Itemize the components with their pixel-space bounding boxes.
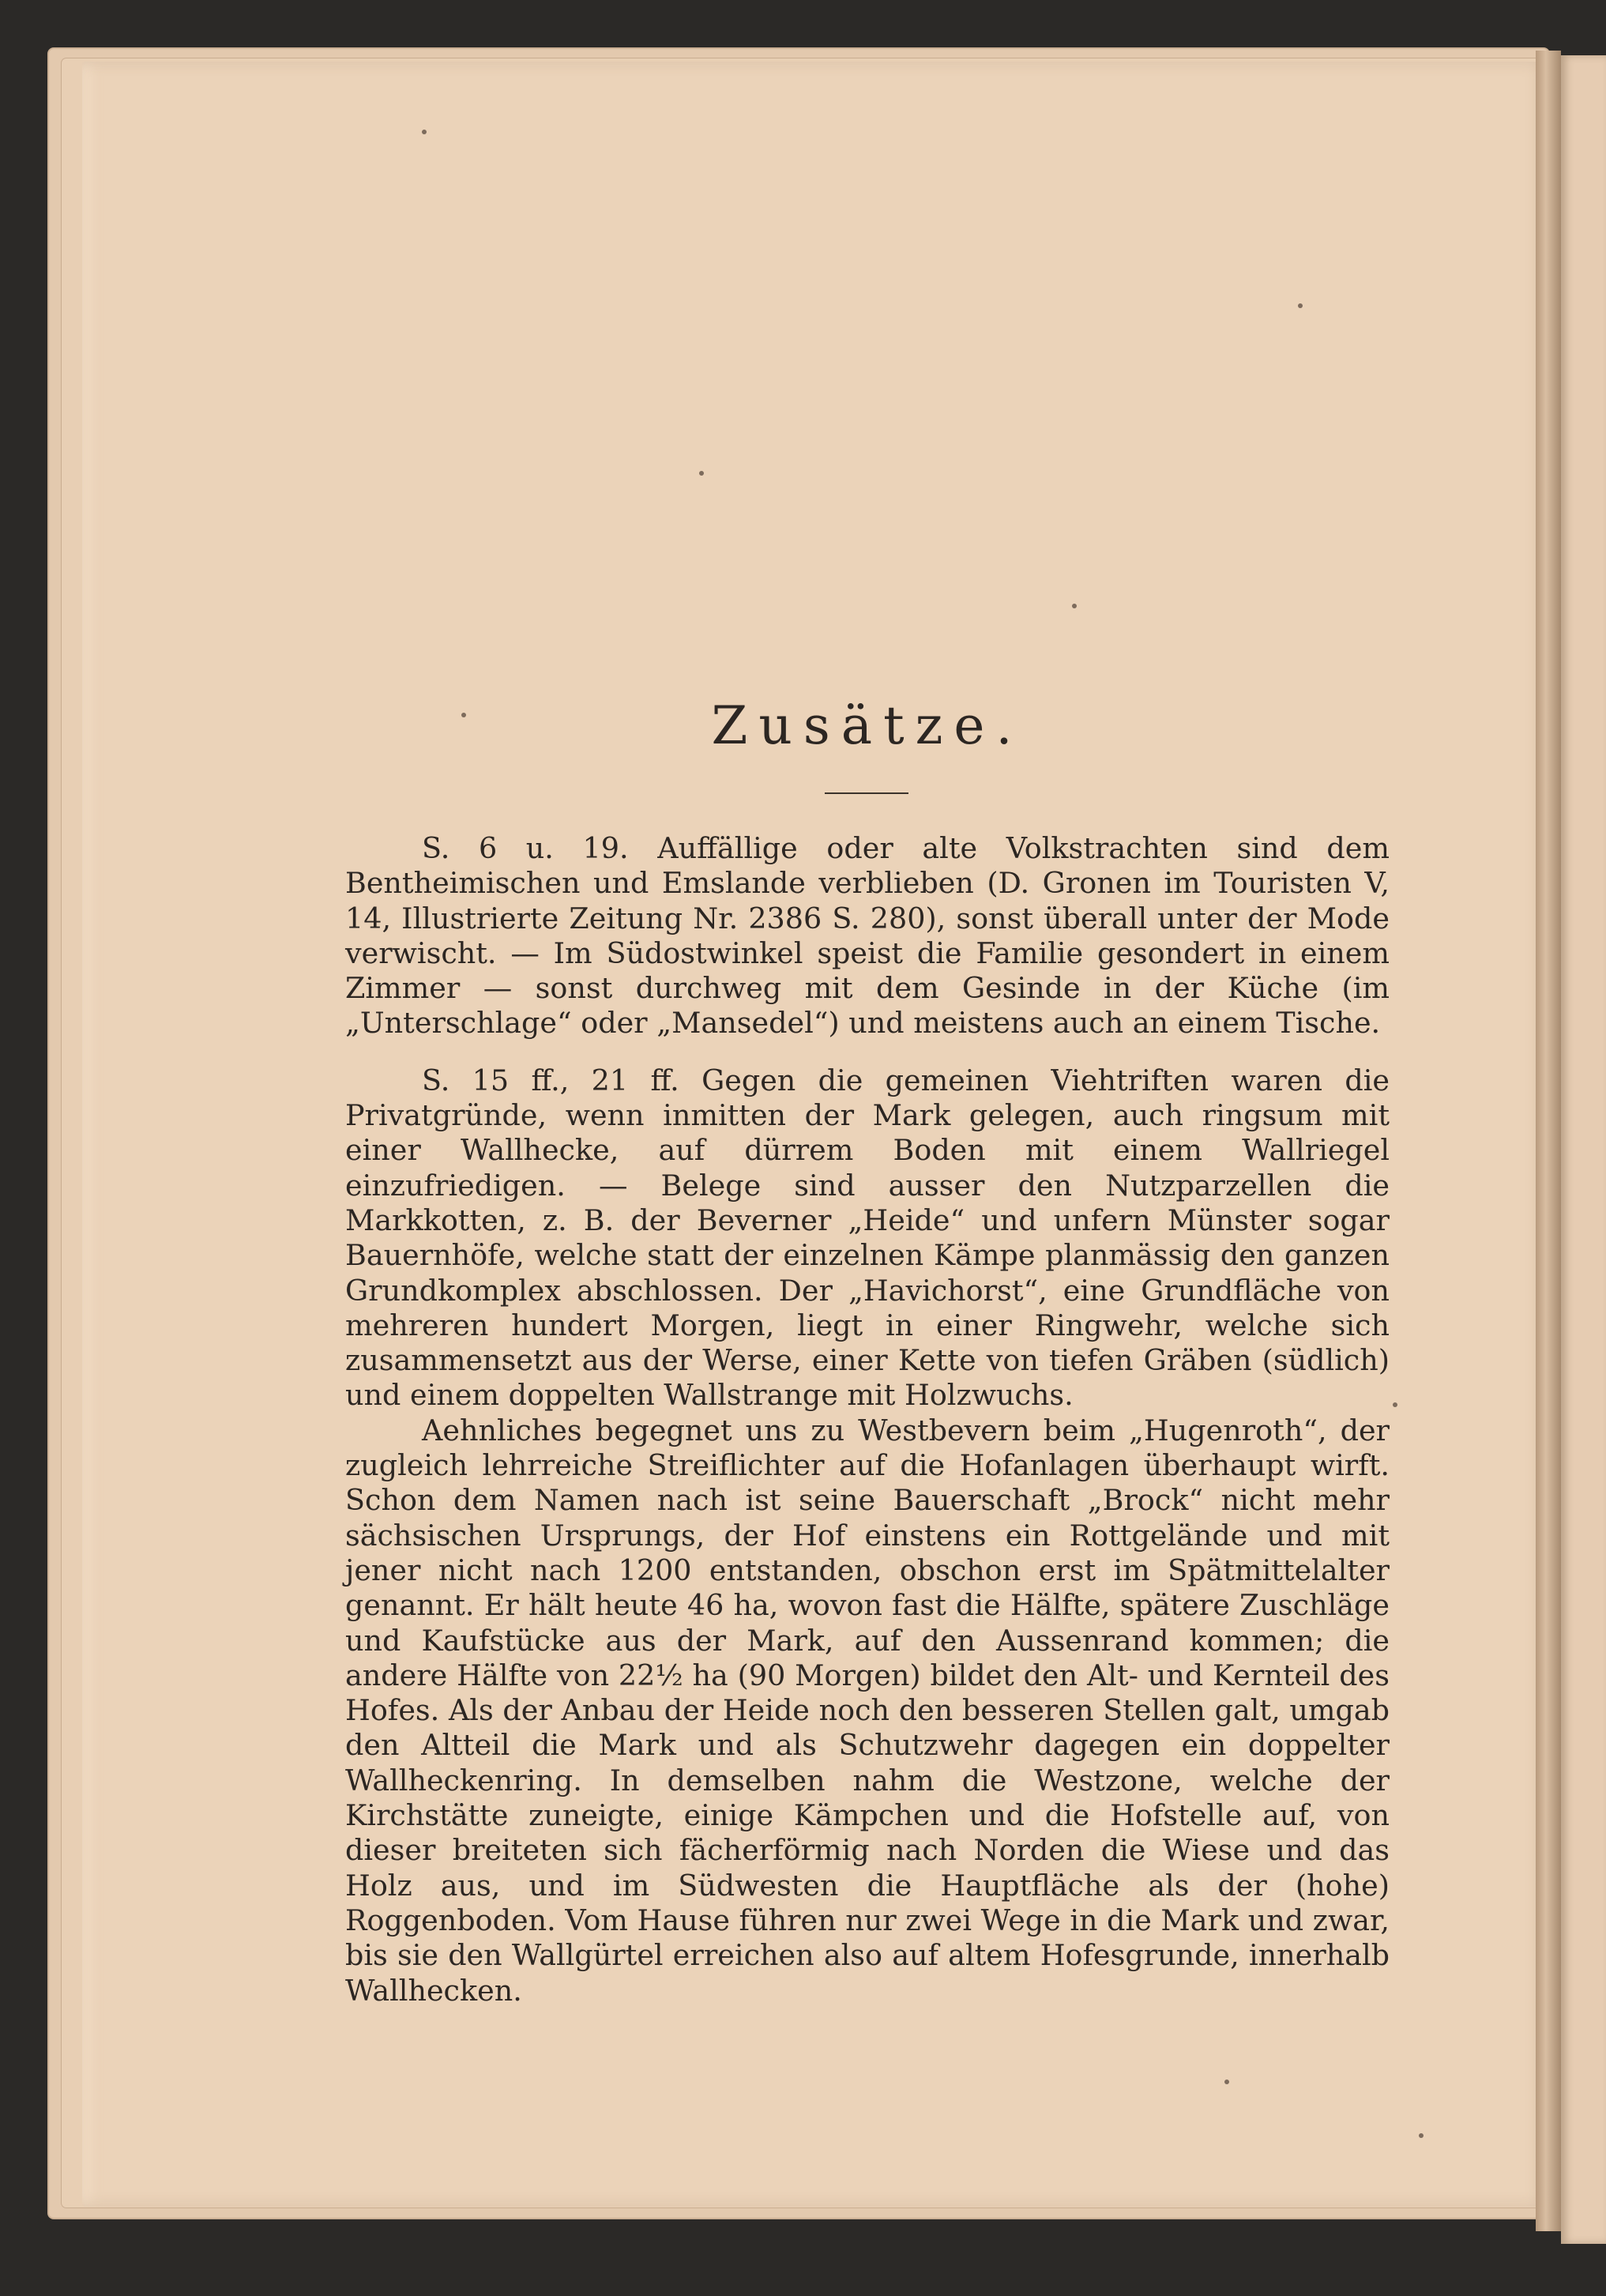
- book-gutter: [1536, 51, 1561, 2231]
- heading-rule: [825, 792, 908, 794]
- paragraph: S. 15 ff., 21 ff. Gegen die gemeinen Viehtriften waren die Privatgründe, wenn inmitten der Mark gelegen, auch ringsum mit einer Wallhecke, auf dürrem Boden mit einem Wallriegel einzufriedigen. — Belege sind ausser den Nutzparzellen die Markkotten, z. B. der Beverner „Heide“ und unfern Münster sogar Bauernhöfe, welche statt der einzelnen Kämpe planmässig den ganzen Grundkomplex abschlossen. Der „Havichorst“, eine Grundfläche von mehreren hundert Morgen, liegt in einer Ringwehr, welche sich zusammensetzt aus der Werse, einer Kette von tiefen Gräben (südlich) und einem doppelten Wallstrange mit Holzwuchs.: [345, 1063, 1390, 1413]
- paper-speck: [1224, 2080, 1229, 2084]
- paper-speck: [699, 471, 704, 476]
- paper-speck: [422, 130, 427, 134]
- body-text: [345, 831, 1390, 2008]
- paper-speck: [1419, 2133, 1424, 2138]
- page-heading: Zusätze.: [711, 695, 1024, 756]
- paper-speck: [1072, 604, 1077, 608]
- paper-speck: [1393, 1402, 1397, 1407]
- paragraph: S. 6 u. 19. Auffällige oder alte Volkstrachten sind dem Bentheimischen und Emslande verblieben (D. Gronen im Touristen V, 14, Illustrierte Zeitung Nr. 2386 S. 280), sonst überall unter der Mode verwischt. — Im Südostwinkel speist die Familie gesondert in einem Zimmer — sonst durchweg mit dem Gesinde in der Küche (im „Unterschlage“ oder „Mansedel“) und meistens auch an einem Tische.: [345, 831, 1390, 1041]
- paper-speck: [1298, 303, 1303, 308]
- adjacent-page-edge: [1561, 55, 1606, 2244]
- paragraph: Aehnliches begegnet uns zu Westbevern beim „Hugenroth“, der zugleich lehrreiche Streiflichter auf die Hofanlagen überhaupt wirft. Schon dem Namen nach ist seine Bauerschaft „Brock“ nicht mehr sächsischen Ursprungs, der Hof einstens ein Rottgelände und mit jener nicht nach 1200 entstanden, obschon erst im Spätmittelalter genannt. Er hält heute 46 ha, wovon fast die Hälfte, spätere Zuschläge und Kaufstücke aus der Mark, auf den Aussenrand kommen; die andere Hälfte von 22½ ha (90 Morgen) bildet den Alt- und Kernteil des Hofes. Als der Anbau der Heide noch den besseren Stellen galt, umgab den Altteil die Mark und als Schutzwehr dagegen ein doppelter Wallheckenring. In demselben nahm die Westzone, welche der Kirchstätte zuneigte, einige Kämpchen und die Hofstelle auf, von dieser breiteten sich fächerförmig nach Norden die Wiese und das Holz aus, und im Südwesten die Hauptfläche als der (hohe) Roggenboden. Vom Hause führen nur zwei Wege in die Mark und zwar, bis sie den Wallgürtel erreichen also auf altem Hofesgrunde, innerhalb Wallhecken.: [345, 1413, 1390, 2008]
